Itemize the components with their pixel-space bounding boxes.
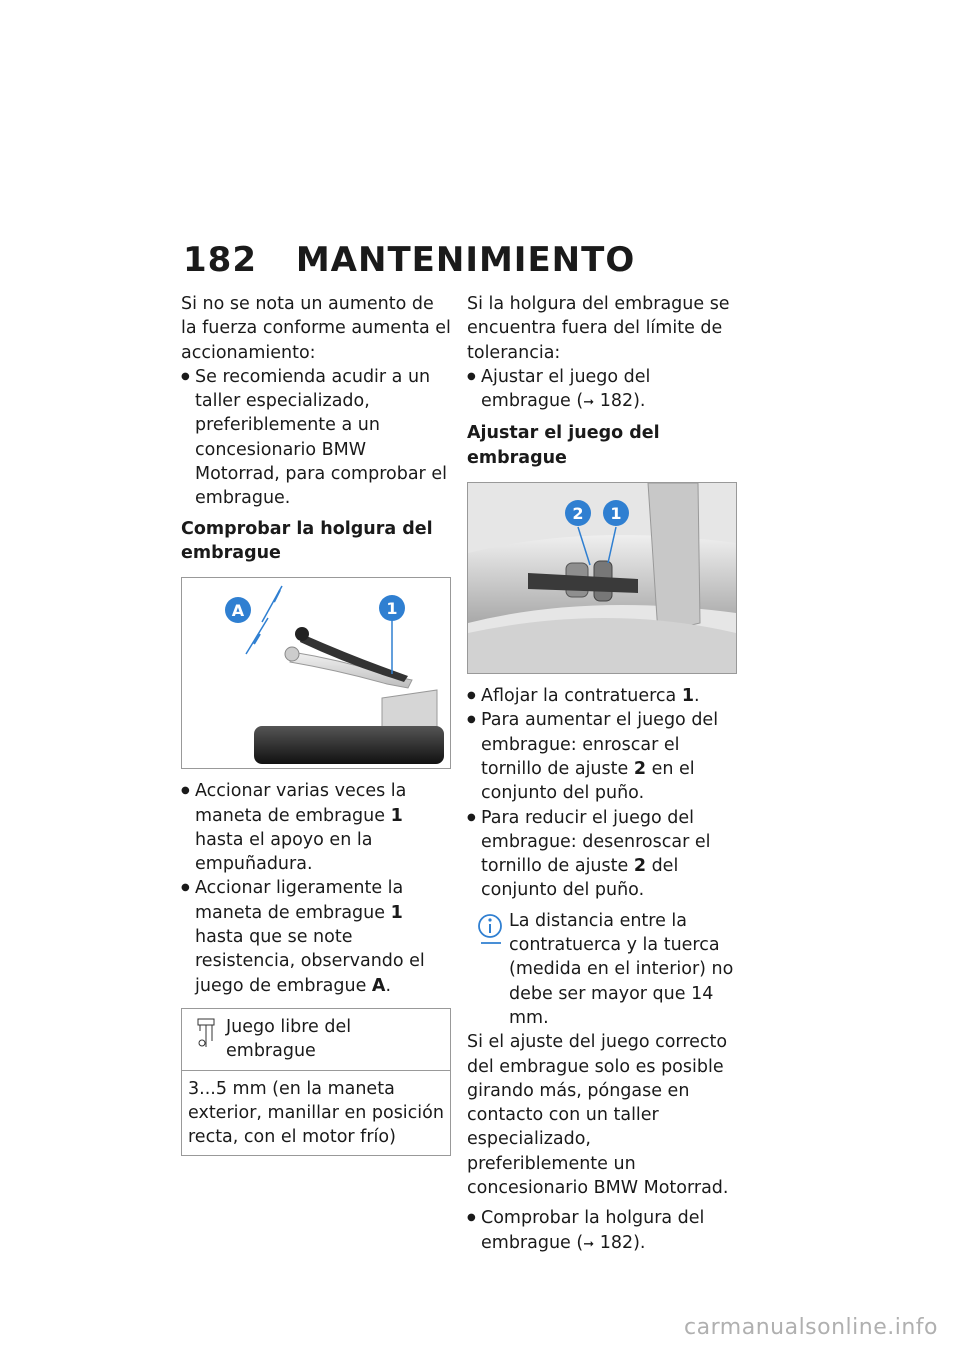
right-bullet-check: ● Comprobar la holgura del embrague (➞ 182). <box>467 1206 737 1257</box>
left-intro: Si no se nota un aumento de la fuerza conforme aumenta el accionamiento: <box>181 294 451 363</box>
figure-callout-2: 2 <box>572 504 584 524</box>
left-bullet-actuate: ● Accionar varias veces la maneta de embrague 1 hasta el apoyo en la empuñadura. <box>181 779 451 876</box>
right-bullet-adjust-ref: ● Ajustar el juego del embrague (➞ 182). <box>467 365 737 416</box>
left-bullet-light-actuate: ● Accionar ligeramente la maneta de embrague 1 hasta que se note resistencia, observando el juego de embrague A. <box>181 876 451 997</box>
watermark: carmanualsonline.info <box>684 1315 938 1340</box>
info-note: La distancia entre la contratuerca y la tuerca (medida en el interior) no debe ser mayor que 14 mm. <box>467 909 737 1030</box>
check-clutch-heading: Comprobar la holgura del embrague <box>181 518 433 563</box>
right-column <box>467 292 737 1257</box>
figure-callout-1b: 1 <box>610 504 622 524</box>
spec-value: 3...5 mm (en la maneta exterior, manillar en posición recta, con el motor frío) <box>188 1078 444 1148</box>
right-bullet-loosen: ● Aflojar la contratuerca 1. <box>467 684 737 708</box>
figure-callout-1: 1 <box>386 599 398 619</box>
adjust-clutch-heading: Ajustar el juego del embrague <box>467 423 660 468</box>
left-bullet-workshop: ● Se recomienda acudir a un taller especializado, preferiblemente a un concesionario BMW Motorrad, para comprobar el embrague. <box>181 365 451 511</box>
right-paragraph: Si el ajuste del juego correcto del embrague solo es posible girando más, póngase en contacto con un taller especializado, preferiblemente un concesionario BMW Motorrad. <box>467 1032 729 1199</box>
spec-label: Juego libre del embrague <box>226 1016 352 1062</box>
right-bullet-reduce: ● Para reducir el juego del embrague: desenroscar el tornillo de ajuste 2 del conjunto del puño. <box>467 806 737 903</box>
spec-label-row <box>182 1009 450 1071</box>
left-column <box>181 292 451 1156</box>
clutch-lever-figure <box>181 577 451 769</box>
info-icon <box>477 913 503 947</box>
spec-table <box>181 1008 451 1156</box>
right-bullet-increase: ● Para aumentar el juego del embrague: enroscar el tornillo de ajuste 2 en el conjunto del puño. <box>467 708 737 805</box>
right-intro: Si la holgura del embrague se encuentra fuera del límite de tolerancia: <box>467 294 730 363</box>
clutch-adjuster-figure <box>467 482 737 674</box>
section-title: MANTENIMIENTO <box>295 240 636 280</box>
page-ref-arrow-icon: ➞ <box>583 1236 595 1252</box>
figure-callout-a: A <box>231 601 245 621</box>
page-number: 182 <box>183 240 257 280</box>
measure-tool-icon <box>196 1017 216 1051</box>
page-header <box>183 240 635 280</box>
page-ref-arrow-icon: ➞ <box>583 395 595 411</box>
